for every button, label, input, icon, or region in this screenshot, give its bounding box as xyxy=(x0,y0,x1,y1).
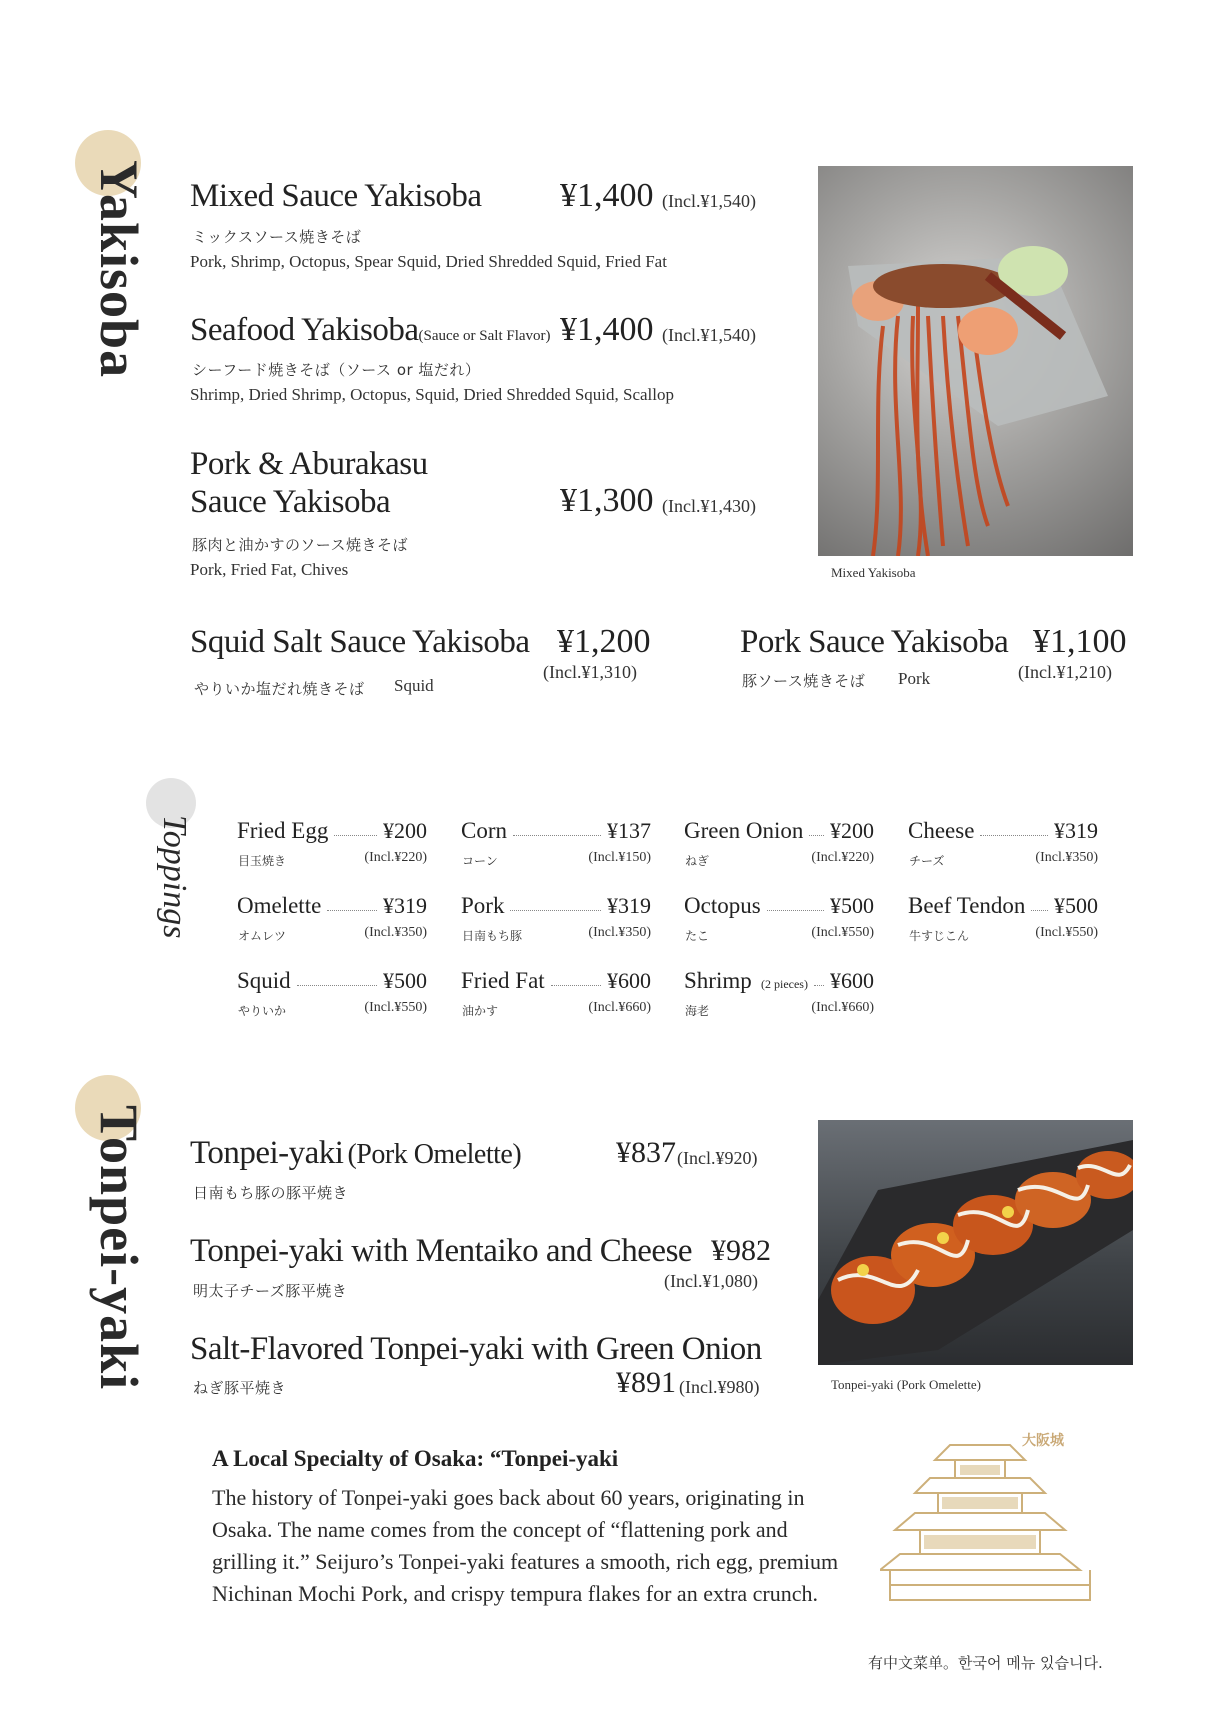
topping-japanese: コーン xyxy=(462,854,498,868)
menu-item-incl-price: (Incl.¥1,310) xyxy=(543,662,637,682)
menu-item-note: (Pork Omelette) xyxy=(347,1139,522,1170)
topping-item xyxy=(461,818,651,878)
story-line: The history of Tonpei-yaki goes back about 60 years, originating in xyxy=(212,1485,805,1510)
menu-item-japanese: 明太子チーズ豚平焼き xyxy=(193,1282,348,1300)
topping-item xyxy=(908,893,1098,953)
topping-name: Omelette xyxy=(237,893,322,918)
topping-item xyxy=(461,968,651,1028)
topping-japanese: チーズ xyxy=(909,854,945,868)
topping-item xyxy=(684,818,874,878)
topping-price: ¥319 xyxy=(1054,818,1098,843)
topping-name: Beef Tendon xyxy=(908,893,1026,918)
topping-price: ¥200 xyxy=(830,818,874,843)
section-title-tonpei: Tonpei-yaki xyxy=(89,1105,149,1391)
topping-price: ¥200 xyxy=(383,818,427,843)
leader-dots xyxy=(510,910,601,911)
menu-item-name: Salt-Flavored Tonpei-yaki with Green Onion xyxy=(190,1331,762,1367)
menu-item-ingredients: Shrimp, Dried Shrimp, Octopus, Squid, Dried Shredded Squid, Scallop xyxy=(190,385,675,404)
topping-incl-price: (Incl.¥550) xyxy=(364,1000,427,1015)
tonpei-illustration xyxy=(818,1120,1133,1365)
menu-item-price: ¥1,400 xyxy=(560,177,654,214)
topping-name: Cheese xyxy=(908,818,975,843)
topping-japanese: 日南もち豚 xyxy=(462,929,523,943)
menu-item-japanese: やりいか塩だれ焼きそば xyxy=(194,680,365,698)
topping-name: Octopus xyxy=(684,893,761,918)
yakisoba-photo xyxy=(818,166,1133,556)
topping-price: ¥600 xyxy=(830,968,874,993)
menu-item-price: ¥1,300 xyxy=(560,482,654,519)
menu-item-incl-price: (Incl.¥980) xyxy=(679,1377,760,1397)
menu-item-japanese: ミックスソース焼きそば xyxy=(192,228,362,246)
tonpei-photo xyxy=(818,1120,1133,1365)
story-line: Nichinan Mochi Pork, and crispy tempura flakes for an extra crunch. xyxy=(212,1581,819,1606)
topping-japanese: たこ xyxy=(685,929,710,943)
menu-item-price: ¥837 xyxy=(616,1136,676,1169)
story-line: grilling it.” Seijuro’s Tonpei-yaki features a smooth, rich egg, premium xyxy=(212,1549,839,1574)
menu-item-price: ¥891 xyxy=(616,1366,676,1399)
menu-item-incl-price: (Incl.¥1,430) xyxy=(662,496,756,516)
yakisoba-illustration xyxy=(818,166,1133,556)
leader-dots xyxy=(767,910,824,911)
menu-item-price: ¥982 xyxy=(711,1234,771,1267)
topping-item xyxy=(237,893,427,953)
topping-price: ¥500 xyxy=(1054,893,1098,918)
topping-japanese: 目玉焼き xyxy=(238,854,287,868)
topping-note: (2 pieces) xyxy=(761,977,808,991)
menu-item-incl-price: (Incl.¥1,540) xyxy=(662,325,756,345)
topping-price: ¥319 xyxy=(383,893,427,918)
topping-price: ¥500 xyxy=(383,968,427,993)
menu-item-japanese: 日南もち豚の豚平焼き xyxy=(193,1184,349,1202)
topping-name: Pork xyxy=(461,893,505,918)
leader-dots xyxy=(513,835,601,836)
menu-item-ingredients: Squid xyxy=(394,676,434,695)
menu-item-incl-price: (Incl.¥1,210) xyxy=(1018,662,1112,682)
topping-item xyxy=(237,968,427,1028)
menu-item-name: Tonpei-yaki with Mentaiko and Cheese xyxy=(190,1233,693,1269)
menu-item-ingredients: Pork, Shrimp, Octopus, Spear Squid, Dried Shredded Squid, Fried Fat xyxy=(190,252,667,271)
leader-dots xyxy=(327,910,377,911)
topping-incl-price: (Incl.¥550) xyxy=(811,925,874,940)
topping-price: ¥319 xyxy=(607,893,651,918)
menu-item-name: Mixed Sauce Yakisoba xyxy=(190,178,482,214)
topping-name: Fried Fat xyxy=(461,968,545,993)
story-title: A Local Specialty of Osaka: “Tonpei-yaki xyxy=(212,1446,619,1471)
menu-item-name-line2: Sauce Yakisoba xyxy=(190,484,391,520)
castle-label: 大阪城 xyxy=(1022,1433,1064,1449)
topping-item xyxy=(684,968,874,1028)
topping-incl-price: (Incl.¥350) xyxy=(588,925,651,940)
topping-name: Shrimp xyxy=(684,968,752,993)
leader-dots xyxy=(1031,910,1048,911)
leader-dots xyxy=(297,985,377,986)
menu-item-note: (Sauce or Salt Flavor) xyxy=(418,328,551,344)
menu-item-japanese: シーフード焼きそば（ソース or 塩だれ） xyxy=(192,361,481,379)
leader-dots xyxy=(551,985,601,986)
menu-item-price: ¥1,200 xyxy=(557,623,651,660)
menu-item-name: Tonpei-yaki xyxy=(190,1135,344,1171)
topping-incl-price: (Incl.¥350) xyxy=(364,925,427,940)
menu-item-price: ¥1,100 xyxy=(1033,623,1127,660)
topping-name: Fried Egg xyxy=(237,818,329,843)
topping-name: Squid xyxy=(237,968,291,993)
topping-incl-price: (Incl.¥220) xyxy=(364,850,427,865)
topping-japanese: やりいか xyxy=(238,1004,287,1018)
topping-name: Corn xyxy=(461,818,507,843)
topping-japanese: ねぎ xyxy=(685,854,710,868)
menu-item-ingredients: Pork, Fried Fat, Chives xyxy=(190,560,349,579)
leader-dots xyxy=(809,835,824,836)
photo-caption: Tonpei-yaki (Pork Omelette) xyxy=(831,1377,981,1392)
topping-incl-price: (Incl.¥550) xyxy=(1035,925,1098,940)
topping-japanese: 海老 xyxy=(685,1004,710,1018)
topping-item xyxy=(684,893,874,953)
castle-icon xyxy=(880,1425,1120,1605)
menu-item-ingredients: Pork xyxy=(898,669,931,688)
menu-item-incl-price: (Incl.¥1,080) xyxy=(664,1271,758,1291)
menu-item-incl-price: (Incl.¥920) xyxy=(677,1148,758,1168)
topping-japanese: 牛すじこん xyxy=(909,929,970,943)
menu-item-name: Squid Salt Sauce Yakisoba xyxy=(190,624,530,660)
menu-item-name: Seafood Yakisoba xyxy=(190,312,419,348)
section-title-yakisoba: Yakisoba xyxy=(89,160,149,379)
menu-item-japanese: 豚ソース焼きそば xyxy=(742,672,866,690)
topping-price: ¥600 xyxy=(607,968,651,993)
leader-dots xyxy=(980,835,1048,836)
topping-incl-price: (Incl.¥660) xyxy=(811,1000,874,1015)
story-body xyxy=(212,1482,892,1610)
topping-name: Green Onion xyxy=(684,818,804,843)
footer-language-note: 有中文菜单。한국어 메뉴 있습니다. xyxy=(868,1654,1103,1672)
topping-item xyxy=(237,818,427,878)
topping-price: ¥137 xyxy=(607,818,651,843)
topping-japanese: オムレツ xyxy=(238,929,287,943)
osaka-castle-illustration xyxy=(880,1425,1120,1605)
section-title-toppings: Toppings xyxy=(156,815,193,939)
menu-item-incl-price: (Incl.¥1,540) xyxy=(662,191,756,211)
topping-item xyxy=(461,893,651,953)
topping-incl-price: (Incl.¥220) xyxy=(811,850,874,865)
leader-dots xyxy=(334,835,377,836)
menu-item-japanese: 豚肉と油かすのソース焼きそば xyxy=(192,536,408,554)
topping-incl-price: (Incl.¥150) xyxy=(588,850,651,865)
topping-price: ¥500 xyxy=(830,893,874,918)
topping-incl-price: (Incl.¥660) xyxy=(588,1000,651,1015)
story-line: Osaka. The name comes from the concept of “flattening pork and xyxy=(212,1517,788,1542)
menu-item-price: ¥1,400 xyxy=(560,311,654,348)
photo-caption: Mixed Yakisoba xyxy=(831,565,916,580)
menu-item-name-line1: Pork & Aburakasu xyxy=(190,446,428,482)
topping-item xyxy=(908,818,1098,878)
menu-item-name: Pork Sauce Yakisoba xyxy=(740,624,1009,660)
topping-japanese: 油かす xyxy=(462,1004,499,1018)
leader-dots xyxy=(814,985,824,986)
menu-item-japanese: ねぎ豚平焼き xyxy=(193,1379,287,1397)
topping-incl-price: (Incl.¥350) xyxy=(1035,850,1098,865)
